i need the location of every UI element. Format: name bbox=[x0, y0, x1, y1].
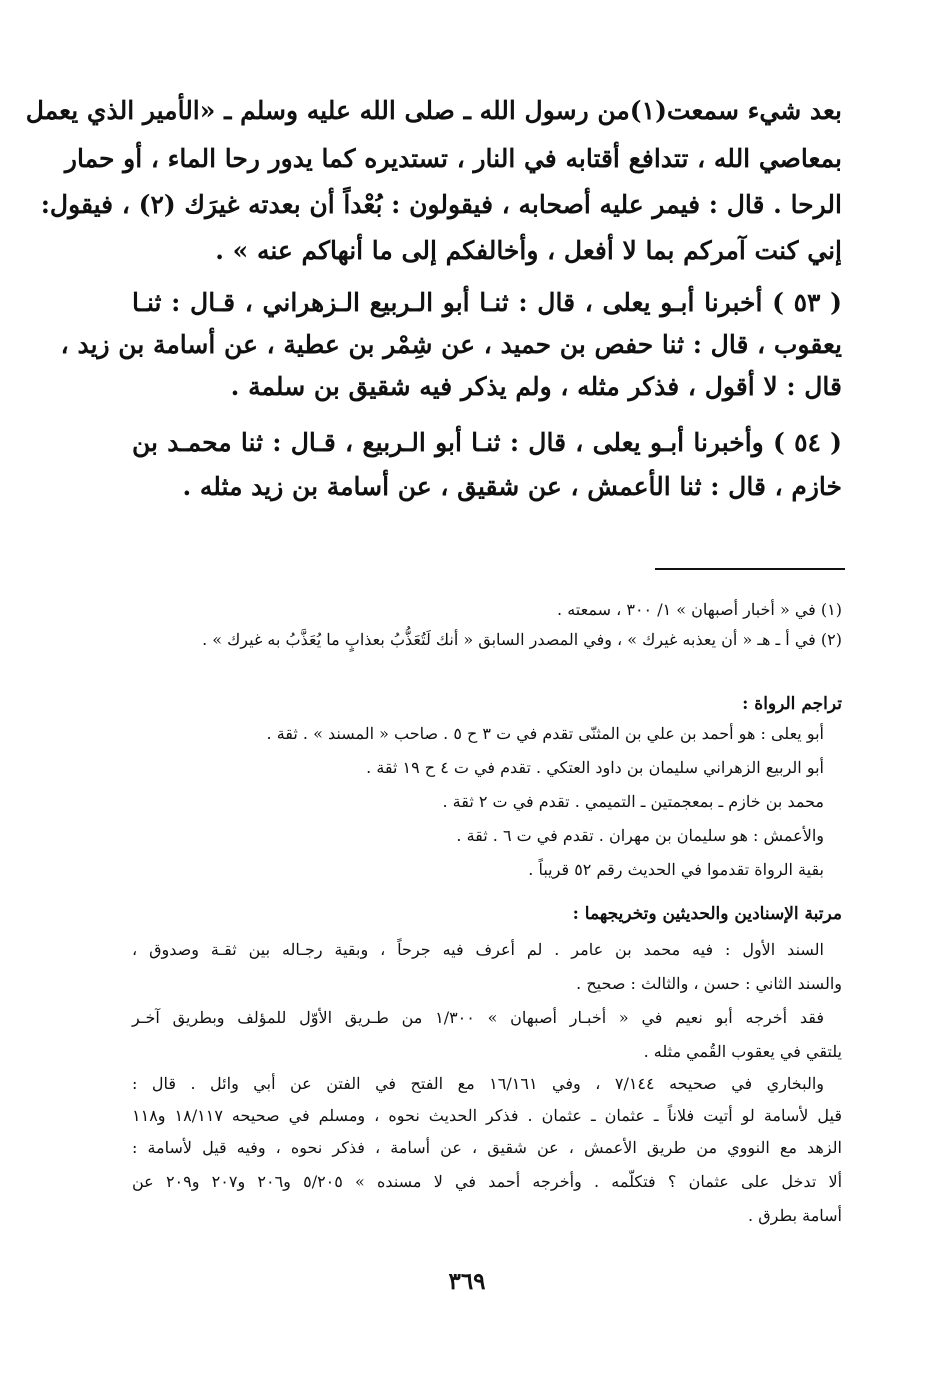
main-text-line: إني كنت آمركم بما لا أفعل ، وأخالفكم إلى ما أنهاكم عنه » . bbox=[215, 236, 842, 265]
hadith-54-line: ( ٥٤ ) وأخبرنا أبـو يعلى ، قال : ثنـا أبو الـربيع ، قـال : ثنا محمـد بن bbox=[132, 428, 842, 457]
hadith-53-line: قال : لا أقول ، فذكر مثله ، ولم يذكر فيه شقيق بن سلمة . bbox=[230, 372, 842, 401]
page-number: ٣٦٩ bbox=[448, 1268, 486, 1295]
grading-line: والبخاري في صحيحه ٧/١٤٤ ، وفي ١٦/١٦١ مع الفتح في الفتن عن أبي وائل . قال : bbox=[132, 1074, 825, 1093]
narrator-line: بقية الرواة تقدموا في الحديث رقم ٥٢ قريباً . bbox=[528, 860, 824, 879]
narrator-line: محمد بن خازم ـ بمعجمتين ـ التميمي . تقدم في ت ٢ ثقة . bbox=[442, 792, 824, 811]
hadith-53-line: يعقوب ، قال : ثنا حفص بن حميد ، عن شِمْر بن عطية ، عن أسامة بن زيد ، bbox=[60, 330, 842, 359]
narrator-line: أبو يعلى : هو أحمد بن علي بن المثنّى تقدم في ت ٣ ح ٥ . صاحب « المسند » . ثقة . bbox=[266, 724, 824, 743]
narrator-line: والأعمش : هو سليمان بن مهران . تقدم في ت ٦ . ثقة . bbox=[456, 826, 824, 845]
main-text-line: بمعاصي الله ، تتدافع أقتابه في النار ، تستديره كما يدور رحا الماء ، أو حمار bbox=[64, 144, 842, 173]
hadith-54-line: خازم ، قال : ثنا الأعمش ، عن شقيق ، عن أسامة بن زيد مثله . bbox=[182, 472, 842, 501]
grading-line: السند الأول : فيه محمد بن عامر . لم أعرف فيه جرحاً ، وبقية رجـاله بين ثقـة وصدوق ، bbox=[132, 940, 824, 959]
grading-line: ألا تدخل على عثمان ؟ فتكلّمه . وأخرجه أحمد في لا مسنده » ٥/٢٠٥ و٢٠٦ و٢٠٧ و٢٠٩ عن bbox=[132, 1172, 843, 1191]
grading-line: والسند الثاني : حسن ، والثالث : صحيح . bbox=[576, 974, 842, 993]
footnote: (١) في « أخبار أصبهان » ١/ ٣٠٠ ، سمعته . bbox=[557, 600, 842, 619]
grading-line: يلتقي في يعقوب القُمي مثله . bbox=[643, 1042, 842, 1061]
narrator-line: أبو الربيع الزهراني سليمان بن داود العتكي . تقدم في ت ٤ ح ١٩ ثقة . bbox=[366, 758, 824, 777]
footnote-separator bbox=[655, 568, 845, 570]
grading-line: الزهد مع النووي من طريق الأعمش ، عن شقيق ، عن أسامة ، فذكر نحوه ، وفيه قيل لأسامة : bbox=[132, 1138, 842, 1157]
grading-line: قيل لأسامة لو أتيت فلاناً ـ عثمان ـ عثمان . فذكر الحديث نحوه ، ومسلم في صحيحه ١٨/١١٧ و١١٨ bbox=[132, 1106, 843, 1125]
grading-heading: مرتبة الإسنادين والحديثين وتخريجهما : bbox=[572, 904, 842, 924]
main-text-line: بعد شيء سمعت(١)من رسول الله ـ صلى الله عليه وسلم ـ «الأمير الذي يعمل bbox=[25, 96, 842, 125]
grading-line: أسامة بطرق . bbox=[748, 1206, 842, 1225]
narrators-heading: تراجم الرواة : bbox=[742, 694, 842, 714]
footnote: (٢) في أ ـ هـ « أن يعذبه غيرك » ، وفي المصدر السابق « أنك لَتُعَذُّبُ بعذابٍ ما يُعَذَّبُ به غيرك » . bbox=[202, 630, 842, 649]
main-text-line: الرحا . قال : فيمر عليه أصحابه ، فيقولون : بُعْداً أن بعدته غيرَك (٢) ، فيقول: bbox=[40, 190, 842, 219]
grading-line: فقد أخرجه أبو نعيم في « أخبـار أصبهان » ١/٣٠٠ من طـريق الأوّل للمؤلف وبطريق آخـر bbox=[132, 1008, 825, 1027]
hadith-53-line: ( ٥٣ ) أخبرنا أبـو يعلى ، قال : ثنـا أبو الـربيع الـزهراني ، قـال : ثنـا bbox=[132, 288, 842, 317]
